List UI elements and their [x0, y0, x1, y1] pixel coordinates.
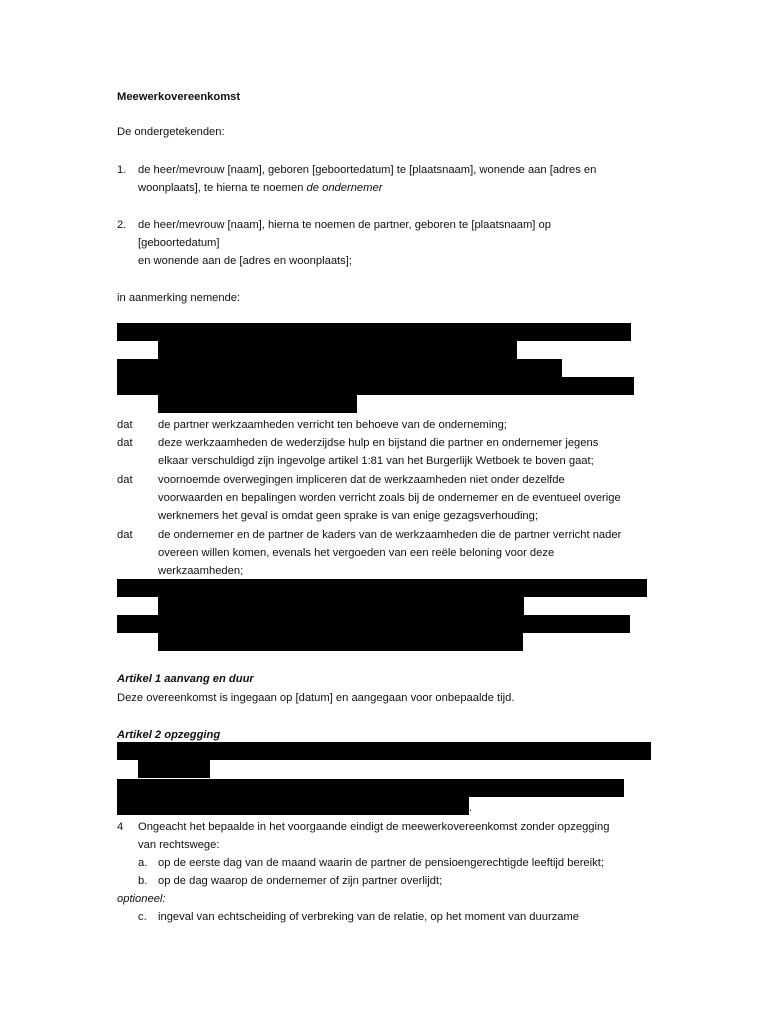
consideration-2-line-2: elkaar verschuldigd zijn ingevolge artikel 1:81 van het Burgerlijk Wetboek te boven gaat;	[158, 455, 594, 467]
article-2-heading: Artikel 2 opzegging	[117, 729, 221, 741]
consideration-4-line-3: werkzaamheden;	[158, 565, 244, 577]
redaction-bar	[117, 797, 469, 815]
party-1-line-2	[138, 181, 382, 195]
consideration-3-line-1: voornoemde overwegingen impliceren dat de werkzaamheden niet onder dezelfde	[158, 474, 565, 486]
considering-heading: in aanmerking nemende:	[117, 292, 241, 304]
redaction-bar	[138, 760, 210, 778]
party-1-italic: de ondernemer	[306, 182, 383, 194]
consideration-4-line-1: de ondernemer en de partner de kaders van de werkzaamheden die de partner verricht nader	[158, 529, 622, 541]
article-1-heading: Artikel 1 aanvang en duur	[117, 673, 254, 685]
redaction-bar	[117, 579, 647, 597]
document-title: Meewerkovereenkomst	[117, 91, 241, 103]
sub-b-label: b.	[138, 875, 148, 887]
consideration-label: dat	[117, 474, 133, 486]
sub-c-text: ingeval van echtscheiding of verbreking van de relatie, op het moment van duurzame	[158, 911, 580, 923]
redaction-bar	[158, 341, 517, 359]
redaction-trailing-period: .	[469, 802, 473, 814]
party-1-line-1: de heer/mevrouw [naam], geboren [geboortedatum] te [plaatsnaam], wonende aan [adres en	[138, 164, 597, 176]
party-2-number: 2.	[117, 219, 127, 231]
redaction-bar	[117, 377, 634, 395]
consideration-1-line-1: de partner werkzaamheden verricht ten behoeve van de onderneming;	[158, 419, 507, 431]
party-2-line-3: en wonende aan de [adres en woonplaats];	[138, 255, 352, 267]
redaction-bar	[117, 742, 651, 760]
party-1-number: 1.	[117, 164, 127, 176]
party-1-line-2-text: woonplaats], te hierna te noemen	[138, 182, 304, 194]
optional-label: optioneel:	[117, 893, 166, 905]
redaction-bar	[158, 633, 523, 651]
consideration-label: dat	[117, 529, 133, 541]
article-1-text: Deze overeenkomst is ingegaan op [datum] en aangegaan voor onbepaalde tijd.	[117, 692, 515, 704]
redaction-bar	[158, 597, 524, 615]
redaction-bar	[117, 615, 630, 633]
item-4-number: 4	[117, 821, 124, 833]
redaction-bar	[117, 779, 624, 797]
intro-text: De ondergetekenden:	[117, 126, 225, 138]
item-4-line-1: Ongeacht het bepaalde in het voorgaande eindigt de meewerkovereenkomst zonder opzegging	[138, 821, 610, 833]
consideration-2-line-1: deze werkzaamheden de wederzijdse hulp en bijstand die partner en ondernemer jegens	[158, 437, 599, 449]
party-2-line-2: [geboortedatum]	[138, 237, 220, 249]
redaction-bar	[117, 359, 562, 377]
party-2-line-1: de heer/mevrouw [naam], hierna te noemen de partner, geboren te [plaatsnaam] op	[138, 219, 551, 231]
consideration-label: dat	[117, 437, 133, 449]
item-4-line-2: van rechtswege:	[138, 839, 220, 851]
redaction-bar	[117, 323, 631, 341]
consideration-3-line-2: voorwaarden en bepalingen worden verricht zoals bij de ondernemer en de eventueel overige	[158, 492, 621, 504]
sub-a-text: op de eerste dag van de maand waarin de partner de pensioengerechtigde leeftijd bereikt;	[158, 857, 604, 869]
sub-a-label: a.	[138, 857, 148, 869]
sub-b-text: op de dag waarop de ondernemer of zijn partner overlijdt;	[158, 875, 443, 887]
sub-c-label: c.	[138, 911, 147, 923]
redaction-bar	[158, 395, 357, 413]
consideration-label: dat	[117, 419, 133, 431]
consideration-4-line-2: overeen willen komen, evenals het vergoeden van een reële beloning voor deze	[158, 547, 555, 559]
consideration-3-line-3: werknemers het geval is omdat geen sprake is van enige gezagsverhouding;	[158, 510, 538, 522]
